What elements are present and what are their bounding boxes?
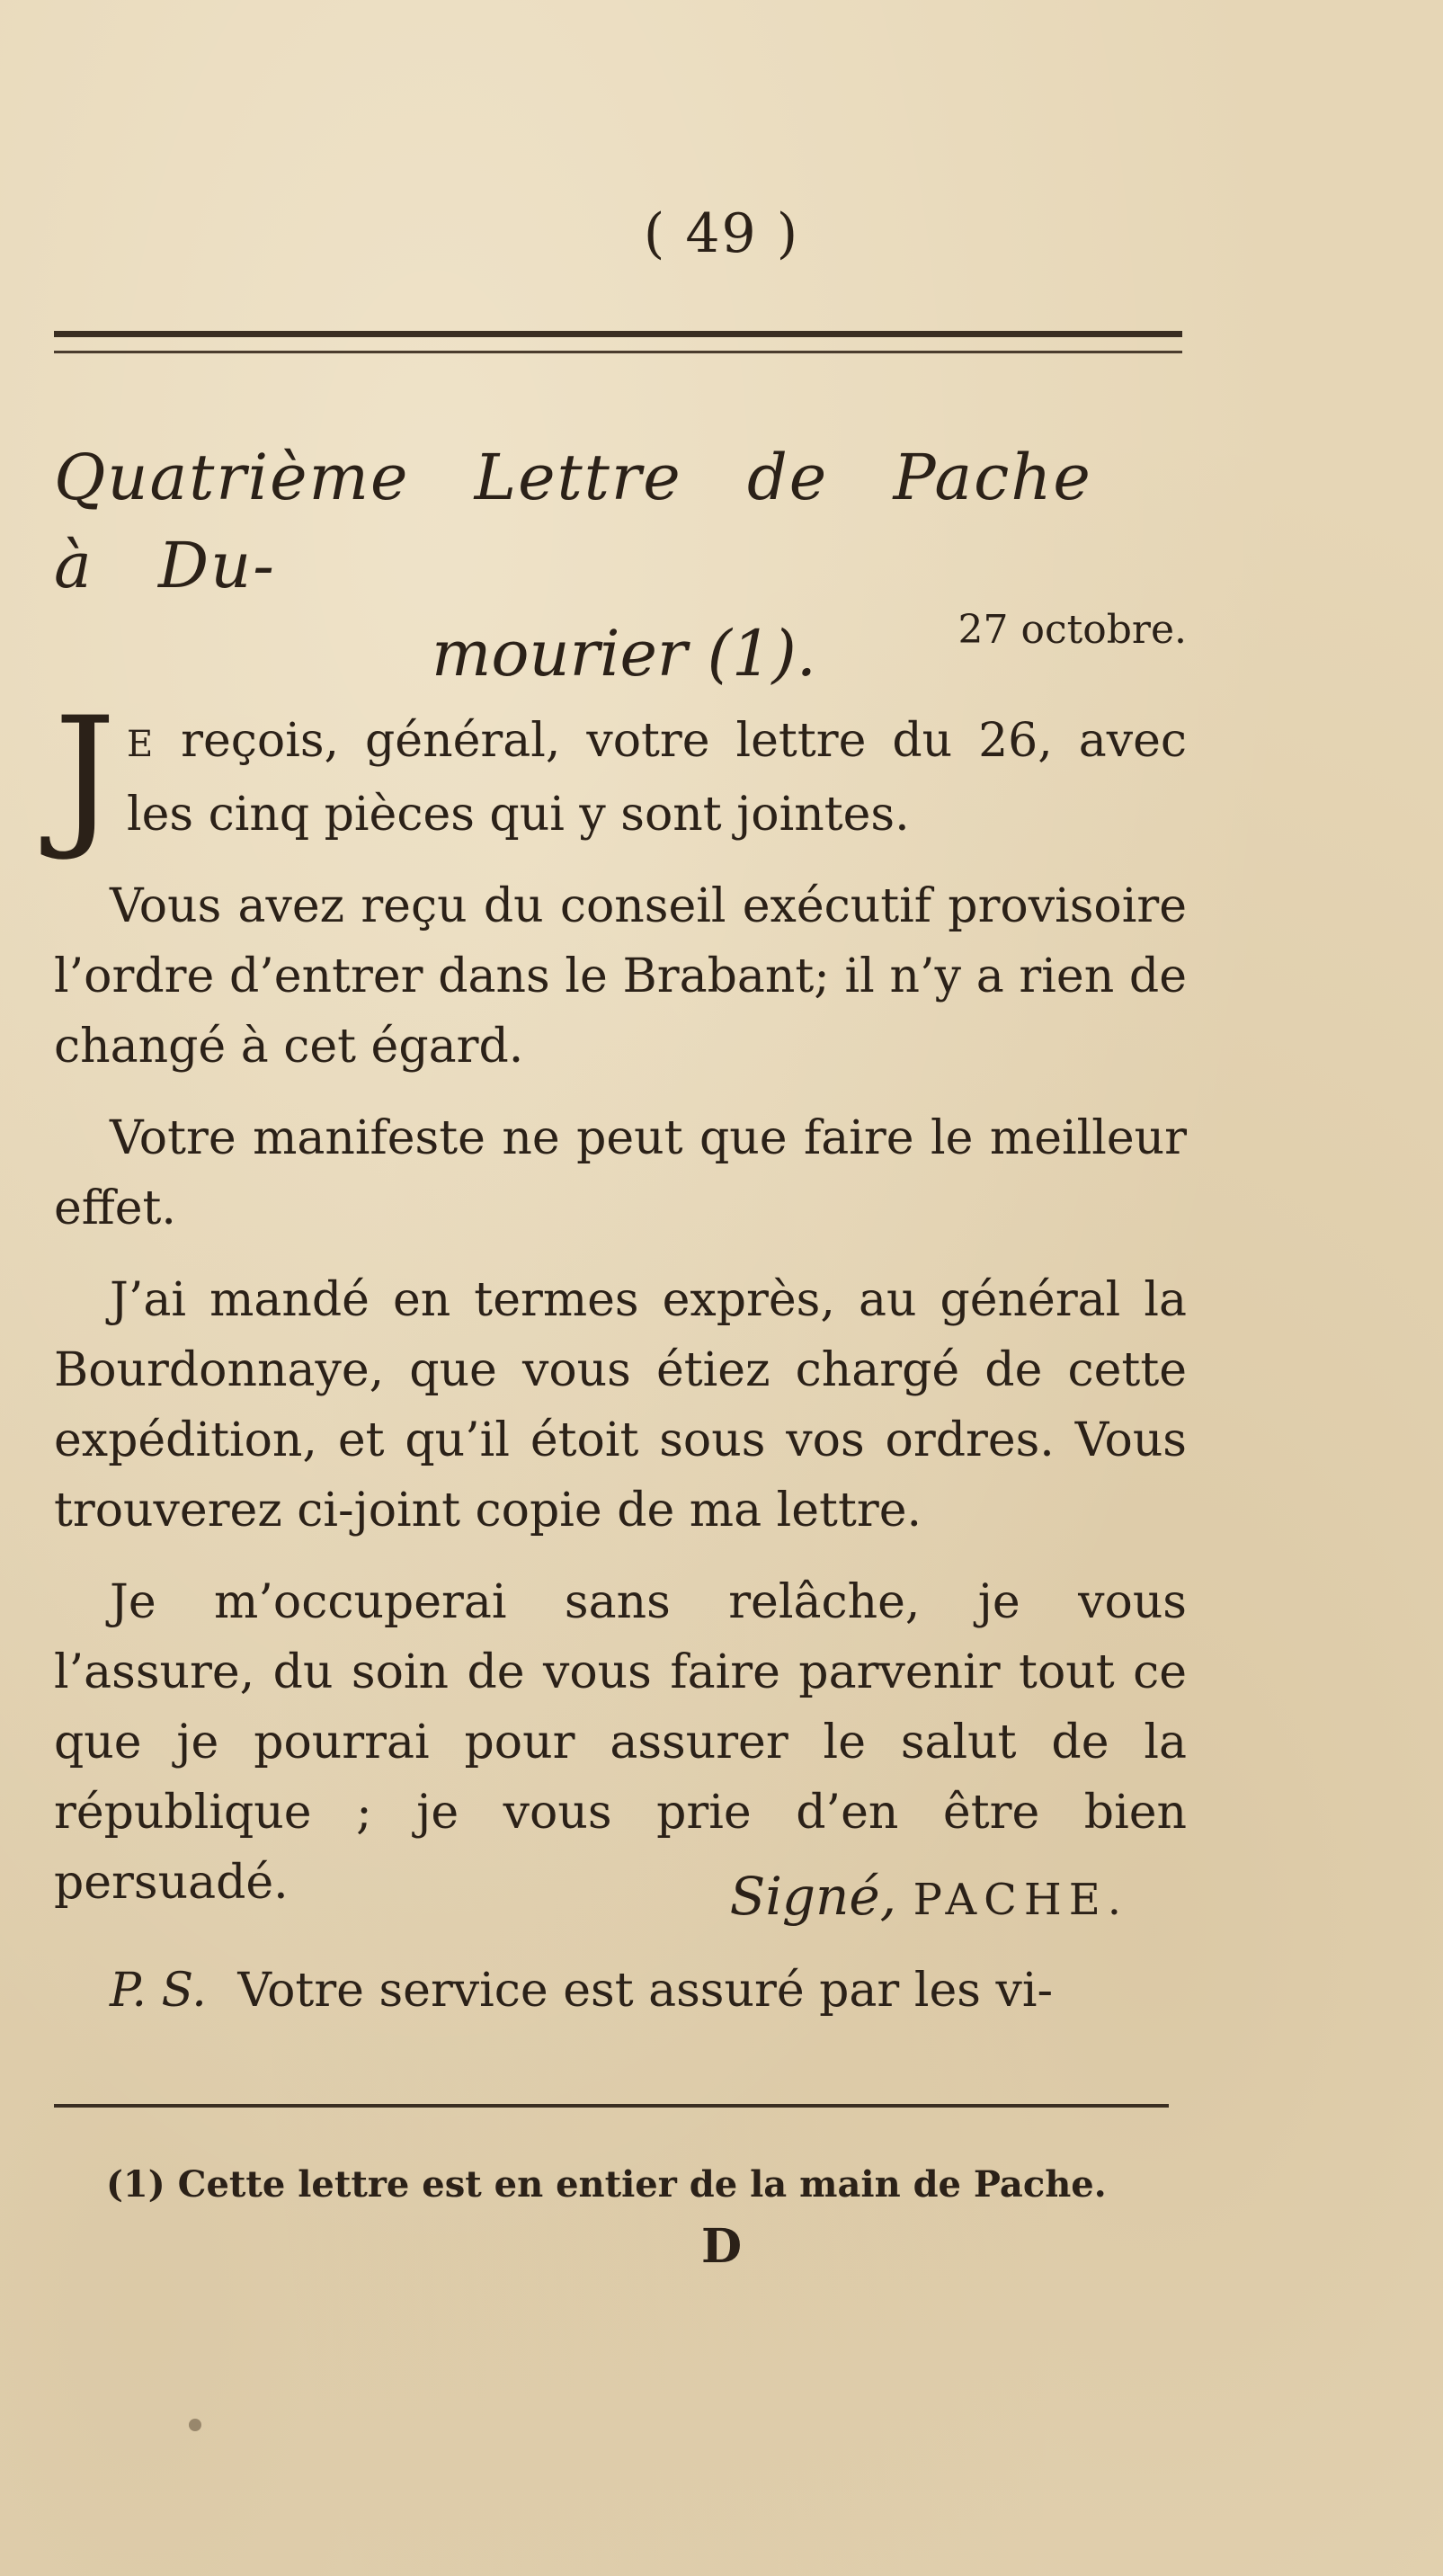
postscript-label: P. S. — [110, 1964, 207, 2018]
signature-name: PACHE. — [913, 1875, 1128, 1925]
letter-date: 27 octobre. — [958, 607, 1187, 653]
paragraph-3: Votre manifeste ne peut que faire le meilleur effet. — [54, 1111, 1187, 1235]
letter-title-line-1: Quatrième Lettre de Pache à Du- — [54, 441, 1092, 602]
postscript — [54, 1956, 1187, 2026]
drop-cap: J — [54, 683, 116, 864]
signature-label: Signé, — [729, 1866, 897, 1927]
footnote: (1) Cette lettre est en entier de la main de Pache. — [106, 2163, 1107, 2206]
paragraph-2: Vous avez reçu du conseil exécutif provisoire l’ordre d’entrer dans le Brabant; il n’y a rien de changé à cet égard. — [54, 879, 1187, 1074]
letter-title — [54, 433, 1196, 698]
signature-line — [54, 1866, 1128, 1927]
page-number: ( 49 ) — [643, 202, 800, 265]
paragraph-4: J’ai mandé en termes exprès, au général la Bourdonnaye, que vous étiez chargé de cette expédition, et qu’il étoit sous vos ordres. Vous trouverez ci-joint copie de ma lettre. — [54, 1273, 1187, 1538]
ink-smudge — [189, 2419, 201, 2431]
letter-body — [54, 683, 1188, 1939]
first-word-rest: E — [126, 724, 156, 765]
header-rule — [54, 331, 1182, 337]
paragraph-5: Je m’occuperai sans relâche, je vous l’assure, du soin de vous faire parvenir tout ce que je pourrai pour assurer le salut de la république ; je vous prie d’en être bien persuadé. — [54, 1575, 1187, 1910]
paragraph-1 — [54, 683, 1188, 864]
printer-signature-mark: D — [700, 2219, 743, 2274]
letter-title-line-2: mourier (1). — [432, 617, 816, 691]
paragraph-1-text: reçois, général, votre lettre du 26, avec les cinq pièces qui y sont jointes. — [126, 714, 1188, 842]
footnote-rule — [54, 2104, 1169, 2108]
header-rule-thin — [54, 351, 1182, 353]
postscript-text: Votre service est assuré par les vi- — [237, 1964, 1054, 2018]
